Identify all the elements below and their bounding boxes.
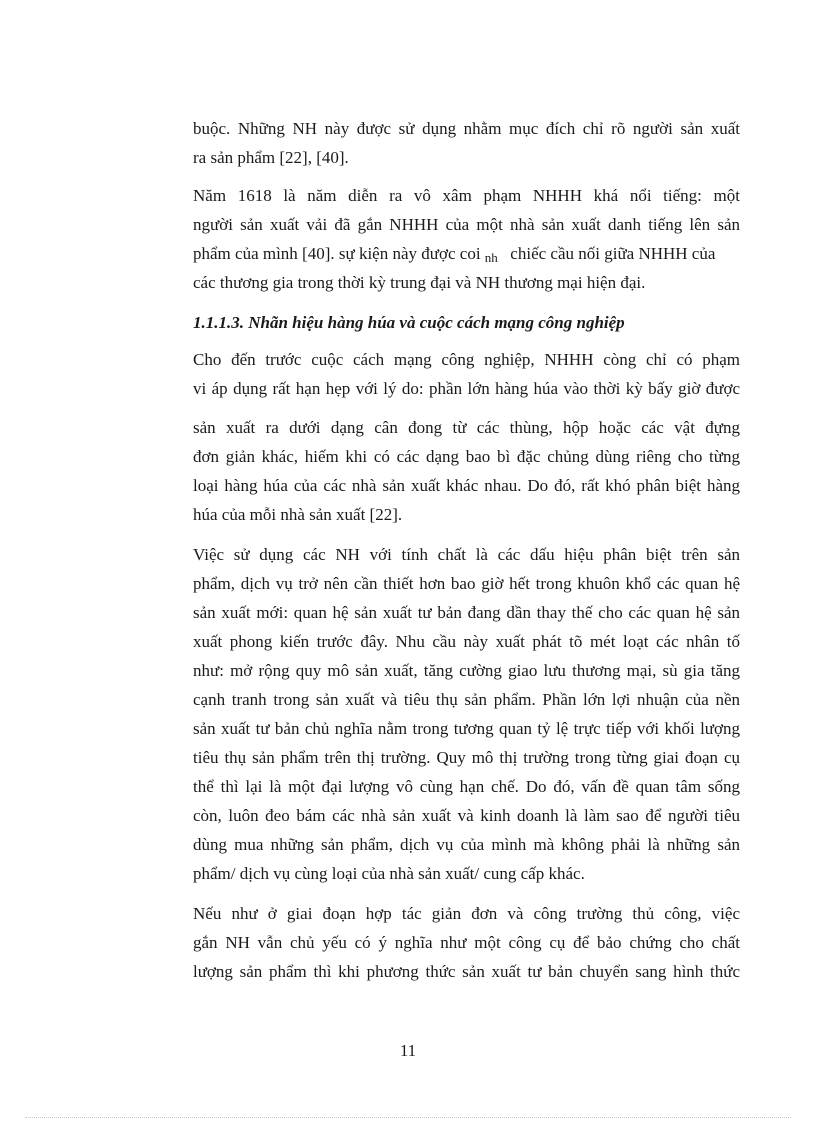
text-fragment: phẩm của mình [40]. sự kiện này được coi — [193, 244, 481, 263]
text-line: lượng sản phẩm thì khi phương thức sản xuất tư bản chuyển sang hình thức — [193, 962, 740, 981]
text-fragment: chiếc cầu nối giữa NHHH của — [510, 244, 716, 263]
text-line: còn, luôn đeo bám các nhà sản xuất và kinh doanh là làm sao để người tiêu — [193, 806, 740, 825]
text-line: Nếu như ở giai đoạn hợp tác giản đơn và công trường thủ công, việc — [193, 904, 740, 923]
text-line: thể thì lại là một đại lượng vô cùng hạn chế. Do đó, vấn đề quan tâm sống — [193, 777, 740, 796]
text-line: gắn NH vẫn chủ yếu có ý nghĩa như một công cụ để bảo chứng cho chất — [193, 933, 740, 952]
text-line: sản xuất ra dưới dạng cân đong từ các thùng, hộp hoặc các vật đựng — [193, 418, 740, 437]
text-line: vi áp dụng rất hạn hẹp với lý do: phần lớn hàng húa vào thời kỳ bấy giờ được — [193, 379, 740, 398]
text-line: Cho đến trước cuộc cách mạng công nghiệp, NHHH còng chỉ có phạm — [193, 350, 740, 369]
text-line: loại hàng húa của các nhà sản xuất khác nhau. Do đó, rất khó phân biệt hàng — [193, 476, 740, 495]
text-line: người sản xuất vải đã gắn NHHH của một nhà sản xuất danh tiếng lên sản — [193, 215, 740, 234]
text-line: các thương gia trong thời kỳ trung đại và NH thương mại hiện đại. — [193, 273, 646, 292]
text-line: Năm 1618 là năm diễn ra vô xâm phạm NHHH khá nổi tiếng: một — [193, 186, 740, 205]
text-fragment-subscript: nh — [484, 250, 498, 265]
text-line: ra sản phẩm [22], [40]. — [193, 148, 349, 167]
text-line: tiêu thụ sản phẩm trên thị trường. Quy mô thị trường trong từng giai đoạn cụ — [193, 748, 740, 767]
text-line: húa của mỗi nhà sản xuất [22]. — [193, 505, 403, 524]
text-line: sản xuất tư bản chủ nghĩa nằm trong tương quan tỷ lệ trực tiếp với khối lượng — [193, 719, 740, 738]
text-line: Việc sử dụng các NH với tính chất là các dấu hiệu phân biệt trên sản — [193, 545, 740, 564]
text-line: như: mở rộng quy mô sản xuất, tăng cường giao lưu thương mại, sù gia tăng — [193, 661, 740, 680]
page-bottom-divider — [25, 1117, 791, 1118]
text-line: sản xuất mới: quan hệ sản xuất tư bản đang dần thay thế cho các quan hệ sản — [193, 603, 740, 622]
section-heading: 1.1.1.3. Nhãn hiệu hàng húa và cuộc cách mạng công nghiệp — [193, 313, 625, 332]
text-line — [193, 244, 715, 268]
text-line: dùng mua những sản phẩm, dịch vụ của mình mà không phải là những sản — [193, 835, 740, 854]
page-number: 11 — [399, 1041, 417, 1060]
text-line: xuất phong kiến trước đây. Nhu cầu này xuất phát tõ mét loạt các nhân tố — [193, 632, 740, 651]
text-line: phẩm/ dịch vụ cùng loại của nhà sản xuất/ cung cấp khác. — [193, 864, 585, 883]
text-line: phẩm, dịch vụ trở nên cần thiết hơn bao giờ hết trong khuôn khổ các quan hệ — [193, 574, 740, 593]
text-line: đơn giản khác, hiếm khi có các dạng bao bì đặc chủng dùng riêng cho từng — [193, 447, 740, 466]
text-line: cạnh tranh trong sản xuất và tiêu thụ sản phẩm. Phần lớn lợi nhuận của nền — [193, 690, 740, 709]
text-line: buộc. Những NH này được sử dụng nhằm mục đích chỉ rõ người sản xuất — [193, 119, 740, 138]
